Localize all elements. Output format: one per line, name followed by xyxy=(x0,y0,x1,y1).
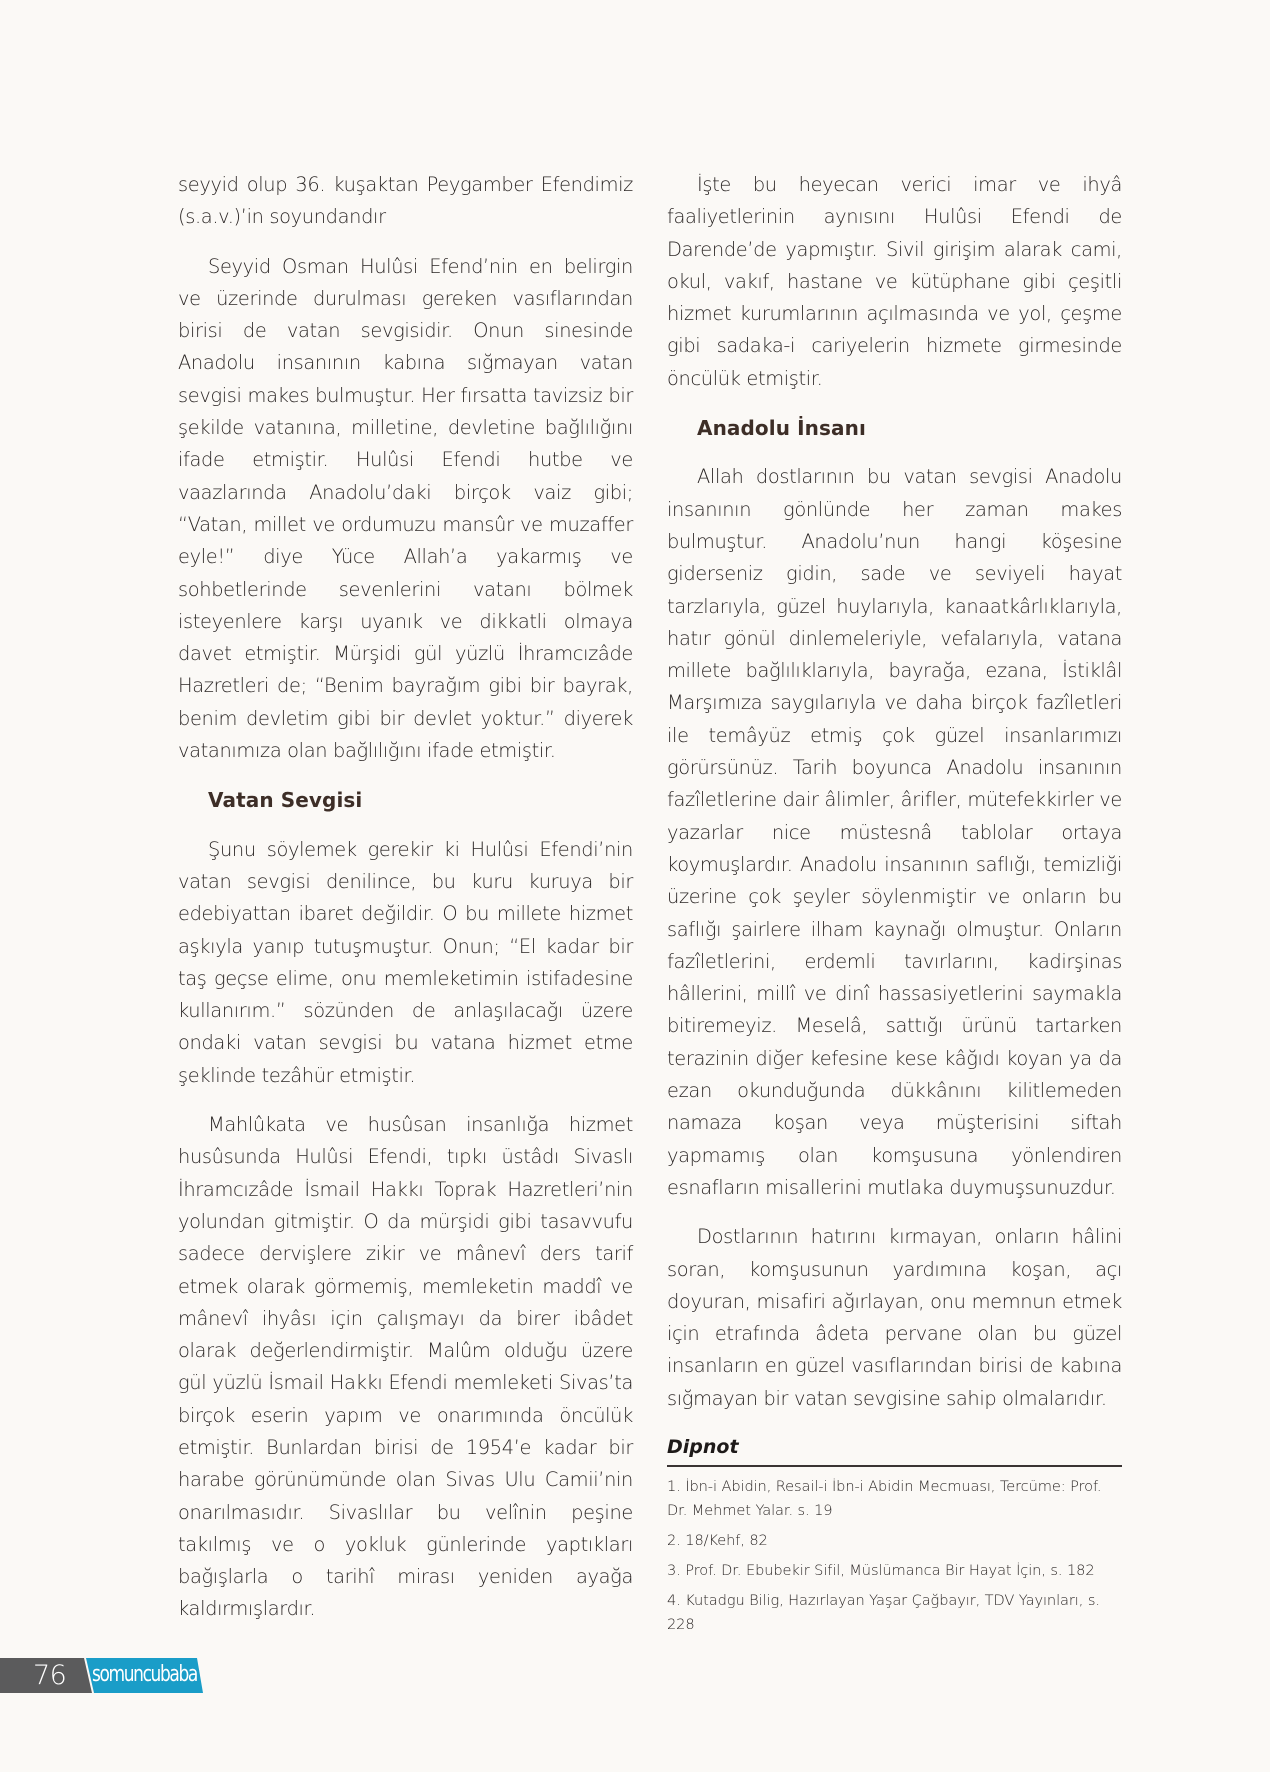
right-column xyxy=(667,169,1122,1643)
paragraph: Şunu söylemek gerekir ki Hulûsi Efendi’nin vatan sevgisi denilince, bu kuru kuruya bir edebiyattan ibaret değildir. O bu millete hizmet aşkıyla yanıp tutuşmuştur. Onun; “El kadar bir taş geçse elime, onu memleketimin istifadesine kullanırım.” sözünden de anlaşılacağı üzere ondaki vatan sevgisi bu vatana hizmet etme şeklinde tezâhür etmiştir. xyxy=(178,837,633,1087)
footnote-item: 1. İbn-i Abidin, Resail-i İbn-i Abidin Mecmuası, Tercüme: Prof. Dr. Mehmet Yalar. s. 19 xyxy=(667,1477,1102,1519)
section-heading-vatan-sevgisi: Vatan Sevgisi xyxy=(208,788,363,813)
paragraph: Allah dostlarının bu vatan sevgisi Anadolu insanının gönlünde her zaman makes bulmuştur. Anadolu’nun hangi köşesine giderseniz gidin, sade ve seviyeli hayat tarzlarıyla, güzel huylarıyla, kanaatkârlıklarıyla, hatır gönül dinlemeleriyle, vefalarıyla, vatana millete bağlılıklarıyla, bayrağa, ezana, İstiklâl Marşımıza saygılarıyla ve daha birçok fazîletleri ile temâyüz etmiş çok güzel insanlarımızı görürsünüz. Tarih boyunca Anadolu insanının fazîletlerine dair âlimler, ârifler, mütefekkirler ve yazarlar nice müstesnâ tablolar ortaya koymuşlardır. Anadolu insanının saflığı, temizliği üzerine çok şeyler söylenmiştir ve onların bu saflığı şairlere ilham kaynağı olmuştur. Onların fazîletlerini, erdemli tavırlarını, kadirşinas hâllerini, millî ve dinî hassasiyetlerini saymakla bitiremeyiz. Meselâ, sattığı ürünü tartarken terazinin diğer kefesine kese kâğıdı koyan ya da ezan okunduğunda dükkânını kilitlemeden namaza koşan veya müşterisini siftah yapmamış olan komşusuna yönlendiren esnafların misallerini mutlaka duymuşsunuzdur. xyxy=(667,465,1122,1199)
page-footer xyxy=(0,1658,210,1693)
paragraph: Dostlarının hatırını kırmayan, onların hâlini soran, komşusunun yardımına koşan, açı doyuran, misafiri ağırlayan, onu memnun etmek için etrafında âdeta pervane olan bu güzel insanların en güzel vasıflarından birisi de kabına sığmayan bir vatan sevgisine sahip olmalarıdır. xyxy=(667,1225,1122,1410)
paragraph-continuation: seyyid olup 36. kuşaktan Peygamber Efendimiz (s.a.v.)’in soyundandır xyxy=(178,173,633,229)
section-heading-anadolu-insani: Anadolu İnsanı xyxy=(697,416,866,441)
paragraph: Seyyid Osman Hulûsi Efend’nin en belirgin ve üzerinde durulması gereken vasıflarından birisi de vatan sevgisidir. Onun sinesinde Anadolu insanının kabına sığmayan vatan sevgisi makes bulmuştur. Her fırsatta tavizsiz bir şekilde vatanına, milletine, devletine bağlılığını ifade etmiştir. Hulûsi Efendi hutbe ve vaazlarında Anadolu’daki birçok vaiz gibi; “Vatan, millet ve ordumuzu mansûr ve muzaffer eyle!” diye Yüce Allah’a yakarmış ve sohbetlerinde sevenlerini vatanı bölmek isteyenlere karşı uyanık ve dikkatli olmaya davet etmiştir. Mürşidi gül yüzlü İhramcızâde Hazretleri de; “Benim bayrağım gibi bir bayrak, benim devletim gibi bir devlet yoktur.” diyerek vatanımıza olan bağlılığını ifade etmiştir. xyxy=(178,254,633,763)
footnote-item: 3. Prof. Dr. Ebubekir Sifil, Müslümanca Bir Hayat İçin, s. 182 xyxy=(667,1561,1095,1579)
footnote-item: 2. 18/Kehf, 82 xyxy=(667,1531,768,1549)
brand-logo-text: somuncubaba xyxy=(92,1662,197,1687)
footnotes-divider xyxy=(667,1465,1122,1467)
footnotes-section xyxy=(667,1432,1122,1637)
footnote-item: 4. Kutadgu Bilig, Hazırlayan Yaşar Çağbayır, TDV Yayınları, s. 228 xyxy=(667,1591,1100,1633)
left-column xyxy=(178,169,633,1643)
page-number: 76 xyxy=(33,1660,67,1691)
footnotes-title: Dipnot xyxy=(667,1435,739,1458)
paragraph: İşte bu heyecan verici imar ve ihyâ faaliyetlerinin aynısını Hulûsi Efendi de Darende’de yapmıştır. Sivil girişim alarak cami, okul, vakıf, hastane ve kütüphane gibi çeşitli hizmet kurumlarının açılmasında ve yol, çeşme gibi sadaka-i cariyelerin hizmete girmesinde öncülük etmiştir. xyxy=(667,173,1122,390)
paragraph: Mahlûkata ve husûsan insanlığa hizmet husûsunda Hulûsi Efendi, tıpkı üstâdı Sivaslı İhramcızâde İsmail Hakkı Toprak Hazretleri’nin yolundan gitmiştir. O da mürşidi gibi tasavvufu sadece dervişlere zikir ve mânevî ders tarif etmek olarak görmemiş, memleketin maddî ve mânevî ihyâsı için çalışmayı da birer ibâdet olarak değerlendirmiştir. Malûm olduğu üzere gül yüzlü İsmail Hakkı Efendi memleketi Sivas’ta birçok eserin yapım ve onarımında öncülük etmiştir. Bunlardan birisi de 1954’e kadar bir harabe görünümünde olan Sivas Ulu Camii’nin onarılmasıdır. Sivaslılar bu velînin peşine takılmış ve o yokluk günlerinde yaptıkları bağışlarla o tarihî mirası yeniden ayağa kaldırmışlardır. xyxy=(178,1113,633,1621)
